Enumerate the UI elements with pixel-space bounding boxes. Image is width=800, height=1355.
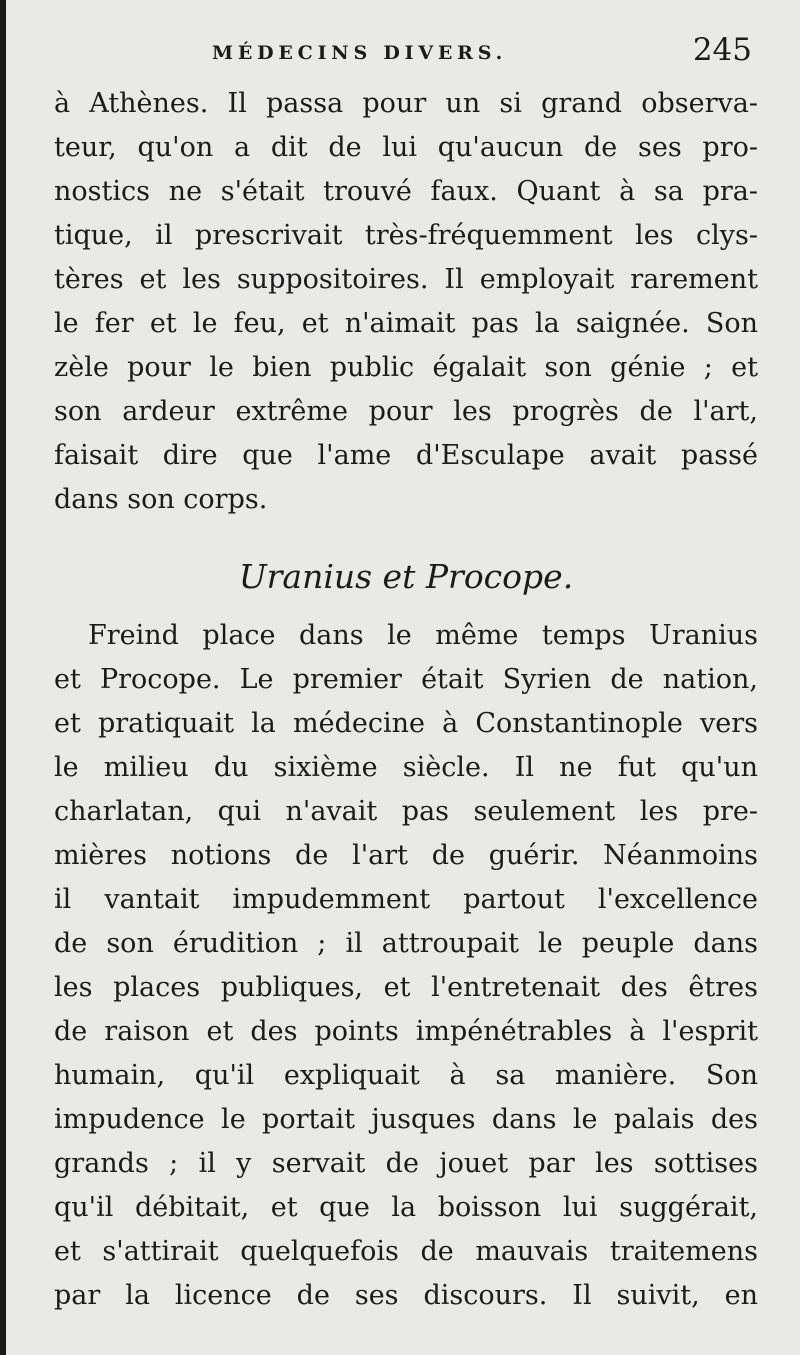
text-line: et s'attirait quelquefois de mauvais traitemens xyxy=(54,1236,758,1267)
text-line: son ardeur extrême pour les progrès de l'art, xyxy=(54,396,758,427)
text-line: nostics ne s'était trouvé faux. Quant à sa pra- xyxy=(54,176,758,207)
text-line: à Athènes. Il passa pour un si grand observa- xyxy=(54,88,758,119)
paragraph-uranius-procope xyxy=(54,614,758,1318)
text-line: teur, qu'on a dit de lui qu'aucun de ses pro- xyxy=(54,132,758,163)
text-line: grands ; il y servait de jouet par les sottises xyxy=(54,1148,758,1179)
text-line: qu'il débitait, et que la boisson lui suggérait, xyxy=(54,1192,758,1223)
text-line: les places publiques, et l'entretenait des êtres xyxy=(54,972,758,1003)
running-title: MÉDECINS DIVERS. xyxy=(212,42,508,64)
text-line: et Procope. Le premier était Syrien de nation, xyxy=(54,664,758,695)
text-line: faisait dire que l'ame d'Esculape avait passé xyxy=(54,440,758,471)
text-line: humain, qu'il expliquait à sa manière. Son xyxy=(54,1060,758,1091)
paragraph-athenes xyxy=(54,82,758,522)
text-line: et pratiquait la médecine à Constantinople vers xyxy=(54,708,758,739)
text-line: Freind place dans le même temps Uranius xyxy=(88,620,758,651)
text-line: impudence le portait jusques dans le palais des xyxy=(54,1104,758,1135)
text-line: il vantait impudemment partout l'excellence xyxy=(54,884,758,915)
text-line: le milieu du sixième siècle. Il ne fut qu'un xyxy=(54,752,758,783)
page-number: 245 xyxy=(692,32,752,68)
text-line: zèle pour le bien public égalait son génie ; et xyxy=(54,352,758,383)
text-line: par la licence de ses discours. Il suivit, en xyxy=(54,1280,758,1311)
page-header xyxy=(54,30,752,70)
text-line: tères et les suppositoires. Il employait rarement xyxy=(54,264,758,295)
text-line: de son érudition ; il attroupait le peuple dans xyxy=(54,928,758,959)
text-line: dans son corps. xyxy=(54,484,268,515)
text-line: de raison et des points impénétrables à l'esprit xyxy=(54,1016,758,1047)
text-line: tique, il prescrivait très-fréquemment les clys- xyxy=(54,220,758,251)
text-line: le fer et le feu, et n'aimait pas la saignée. Son xyxy=(54,308,758,339)
section-heading: Uranius et Procope. xyxy=(238,557,574,596)
text-line: mières notions de l'art de guérir. Néanmoins xyxy=(54,840,758,871)
text-line: charlatan, qui n'avait pas seulement les pre- xyxy=(54,796,758,827)
